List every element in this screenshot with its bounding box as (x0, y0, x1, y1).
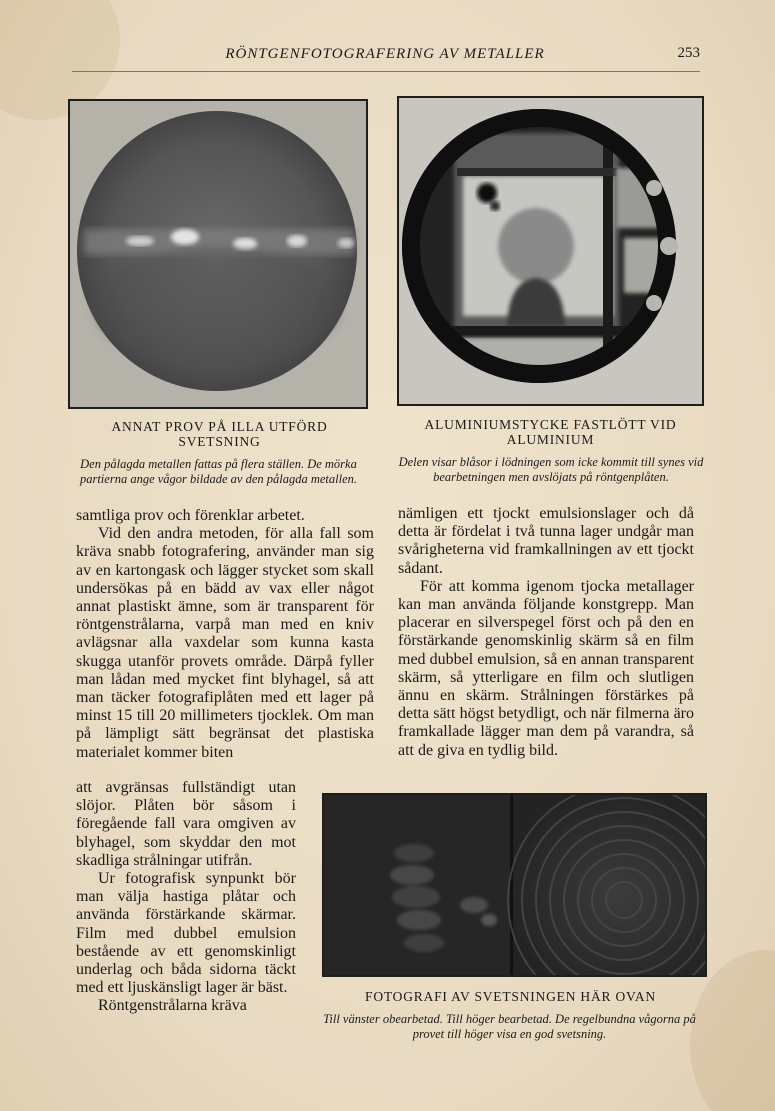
paragraph: Ur fotografisk synpunkt bör man välja hastiga plåtar och använda förstärkande skärmar. Film med dubbel emulsion bestående av ett genomskinligt underlag och båda sidorna täckt med ett ljuskänsligt lager är bäst. (76, 870, 296, 997)
xray-weld-figure (68, 99, 368, 409)
body-column-left-narrow (76, 779, 296, 1016)
figure-right-caption: Delen visar blåsor i lödningen som icke kommit till synes vid bearbetningen men avslöjats på röntgenplåten. (398, 455, 704, 484)
paragraph: att avgränsas fullständigt utan slöjor. Plåten bör såsom i föregående fall vara omgiven av blyhagel, som skyddar den mot skadliga strålningar utifrån. (76, 779, 296, 869)
figure-right-title: ALUMINIUMSTYCKE FASTLÖTT VID ALUMINIUM (424, 417, 677, 447)
page-number: 253 (677, 45, 700, 61)
paragraph: samtliga prov och förenklar arbetet. (76, 507, 305, 524)
body-column-right (398, 505, 694, 760)
figure-bottom-caption: Till vänster obearbetad. Till höger bearbetad. De regelbundna vågorna på provet till höger visa en god svetsning. (323, 1012, 696, 1041)
figure-left-title: ANNAT PROV PÅ ILLA UTFÖRD SVETSNING (111, 419, 328, 449)
running-title: RÖNTGENFOTOGRAFERING AV METALLER (225, 46, 545, 62)
header-rule (72, 71, 700, 72)
page-header (70, 44, 700, 66)
xray-aluminium-figure (397, 96, 704, 406)
paragraph: För att komma igenom tjocka metallager kan man använda följande konstgrepp. Man placerar en silverspegel först och på den en förstärkande genomskinlig skärm så en film med dubbel emulsion, så en annan transparent skärm, så ytterligare en film och slutligen ännu en skärm. Strålningen förstärkes på detta sätt högst betydligt, och när filmerna äro framkallade lägger man dem på varandra, så att de giva en tydlig bild. (398, 577, 694, 759)
body-column-left (76, 507, 374, 762)
xray-weld-image (70, 101, 366, 407)
xray-aluminium-image (399, 98, 702, 404)
paragraph: Röntgenstrålarna kräva (98, 997, 247, 1015)
paragraph: Vid den andra metoden, för alla fall som kräva snabb fotografering, använder man sig av en kartongask och lägger stycket som skall undersökas på en bädd av vax eller något annat plastiskt ämne, som är transparent för röntgenstrålarna, varpå man med en kniv avlägsnar alla vaxdelar som kunna kasta skugga utanför provets område. Därpå fyller man lådan med mycket fint blyhagel, så att man täcker fotografiplåten med ett lager på minst 15 till 20 millimeters tjocklek. Om man på lämpligt sätt begränsat det plastiska materialet kommer biten (76, 525, 374, 761)
figure-left-caption: Den pålagda metallen fattas på flera ställen. De mörka partierna ange vågor bildade av den pålagda metallen. (79, 457, 358, 486)
weld-photograph-figure (322, 793, 707, 977)
weld-photograph-image (324, 795, 705, 975)
paragraph: nämligen ett tjockt emulsionslager och då detta är fördelat i två tunna lager undgår man svårigheterna vid framkallningen av ett tjockt sådant. (398, 505, 694, 577)
figure-bottom-title: FOTOGRAFI AV SVETSNINGEN HÄR OVAN (365, 989, 656, 1004)
